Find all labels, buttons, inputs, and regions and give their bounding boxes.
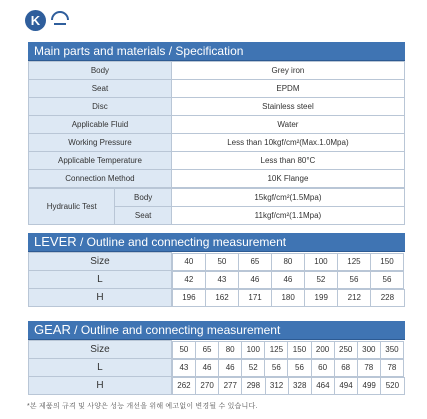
lever-row-label: Size <box>29 253 172 271</box>
spec-row <box>29 134 405 152</box>
gear-cell: 312 <box>265 377 288 394</box>
hydraulic-body-row <box>29 189 405 207</box>
lever-cell: 199 <box>305 289 338 306</box>
spec-value: Grey iron <box>171 62 404 80</box>
gear-cell: 56 <box>288 359 311 376</box>
gear-cell: 300 <box>357 341 380 358</box>
lever-cell: 212 <box>338 289 371 306</box>
spec-row <box>29 62 405 80</box>
k-mark-icon: K <box>25 10 46 31</box>
lever-cell: 56 <box>370 271 403 288</box>
lever-row <box>29 289 405 307</box>
spec-label: Applicable Temperature <box>29 152 172 170</box>
gear-cell: 270 <box>196 377 219 394</box>
hydraulic-seat-label: Seat <box>115 207 171 225</box>
gear-cell: 499 <box>358 377 381 394</box>
spec-row <box>29 170 405 188</box>
lever-header <box>28 233 405 252</box>
lever-cell: 125 <box>337 253 370 270</box>
gear-cell: 250 <box>334 341 357 358</box>
hydraulic-table <box>28 188 405 225</box>
gear-cell: 80 <box>219 341 242 358</box>
gear-cell: 46 <box>219 359 242 376</box>
disclaimer-note: *본 제품의 규격 및 사양은 성능 개선을 위해 예고없이 변경될 수 있습니다. <box>27 403 258 410</box>
spec-label: Working Pressure <box>29 134 172 152</box>
lever-cell: 52 <box>304 271 337 288</box>
gear-title-main: GEAR <box>34 322 71 337</box>
spec-panel <box>28 42 405 225</box>
lever-cell: 80 <box>271 253 304 270</box>
spec-title: Main parts and materials / Specification <box>34 44 244 58</box>
lever-cell: 196 <box>172 289 205 306</box>
lever-title-main: LEVER <box>34 234 77 249</box>
spec-label: Seat <box>29 80 172 98</box>
spec-label: Disc <box>29 98 172 116</box>
lever-cell: 43 <box>205 271 238 288</box>
gear-cell: 464 <box>311 377 334 394</box>
spec-label: Body <box>29 62 172 80</box>
gear-cell: 46 <box>195 359 218 376</box>
gear-cell: 56 <box>265 359 288 376</box>
gear-cell: 43 <box>172 359 195 376</box>
spec-value: Stainless steel <box>171 98 404 116</box>
lever-table <box>28 252 405 307</box>
spec-value: Less than 80°C <box>171 152 404 170</box>
gear-cell: 520 <box>381 377 404 394</box>
lever-cell: 50 <box>205 253 238 270</box>
gear-row-label: Size <box>29 341 172 359</box>
lever-cell: 150 <box>370 253 403 270</box>
lever-cell: 162 <box>205 289 238 306</box>
lever-cell: 42 <box>172 271 205 288</box>
lever-cell: 40 <box>172 253 205 270</box>
lever-cell: 180 <box>272 289 305 306</box>
lever-row-label: L <box>29 271 172 289</box>
gear-cell: 65 <box>195 341 218 358</box>
spec-value: Water <box>171 116 404 134</box>
gear-cell: 262 <box>172 377 195 394</box>
lever-cell: 65 <box>238 253 271 270</box>
lever-row-label: H <box>29 289 172 307</box>
lever-cell: 171 <box>239 289 272 306</box>
gear-cell: 350 <box>380 341 403 358</box>
gear-row <box>29 341 405 359</box>
gear-cell: 78 <box>357 359 380 376</box>
lever-panel <box>28 233 405 307</box>
gear-row-label: L <box>29 359 172 377</box>
gear-cell: 52 <box>242 359 265 376</box>
hydraulic-body-label: Body <box>115 189 171 207</box>
spec-row <box>29 98 405 116</box>
spec-label: Applicable Fluid <box>29 116 172 134</box>
gear-cell: 50 <box>172 341 195 358</box>
spec-row <box>29 80 405 98</box>
gear-cell: 328 <box>288 377 311 394</box>
gear-cell: 100 <box>242 341 265 358</box>
lever-cell: 46 <box>271 271 304 288</box>
spec-label: Connection Method <box>29 170 172 188</box>
gear-header <box>28 321 405 340</box>
lever-cell: 56 <box>337 271 370 288</box>
spec-value: 10K Flange <box>171 170 404 188</box>
lever-row <box>29 253 405 271</box>
gear-cell: 200 <box>311 341 334 358</box>
lever-title-sub: / Outline and connecting measurement <box>76 235 287 249</box>
gear-title-sub: / Outline and connecting measurement <box>70 323 281 337</box>
gear-cell: 125 <box>265 341 288 358</box>
gear-panel <box>28 321 405 395</box>
spec-header <box>28 42 405 61</box>
spec-table <box>28 61 405 188</box>
lever-row <box>29 271 405 289</box>
gear-cell: 494 <box>334 377 357 394</box>
gear-table <box>28 340 405 395</box>
gear-cell: 78 <box>380 359 403 376</box>
hydraulic-seat-value: 11kgf/cm²(1.1Mpa) <box>171 207 404 225</box>
gear-cell: 68 <box>334 359 357 376</box>
spec-row <box>29 116 405 134</box>
hydraulic-body-value: 15kgf/cm²(1.5Mpa) <box>171 189 404 207</box>
gear-row-label: H <box>29 377 172 395</box>
spec-row <box>29 152 405 170</box>
gear-row <box>29 377 405 395</box>
spec-value: Less than 10kgf/cm²(Max.1.0Mpa) <box>171 134 404 152</box>
certification-logos <box>25 6 71 34</box>
gear-cell: 277 <box>219 377 242 394</box>
hydraulic-label: Hydraulic Test <box>29 189 115 225</box>
gear-cell: 298 <box>242 377 265 394</box>
lever-cell: 46 <box>238 271 271 288</box>
gear-cell: 150 <box>288 341 311 358</box>
lever-cell: 100 <box>304 253 337 270</box>
spec-value: EPDM <box>171 80 404 98</box>
gear-cell: 60 <box>311 359 334 376</box>
kc-mark-icon <box>49 9 71 31</box>
lever-cell: 228 <box>371 289 404 306</box>
gear-row <box>29 359 405 377</box>
